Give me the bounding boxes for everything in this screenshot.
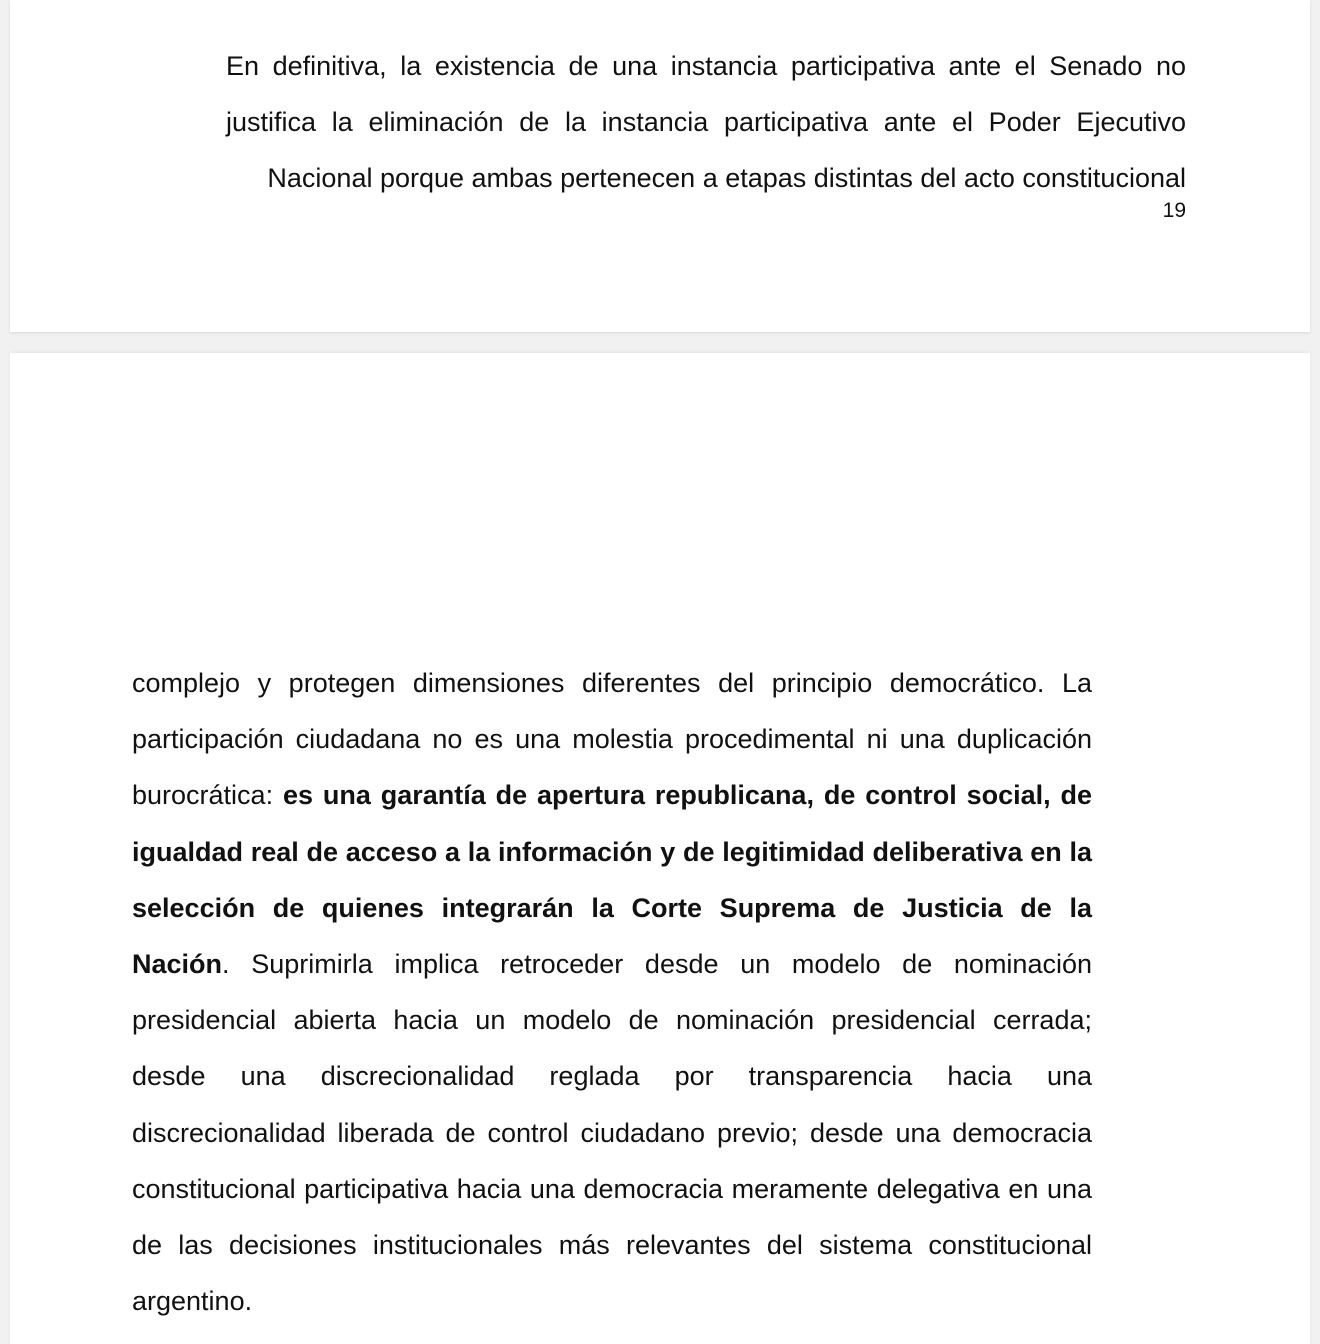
paragraph-text-bold: es una garantía de apertura republicana, de control social, de igualdad real de acceso a la información y de legitimidad deliberativa en la selección de quienes integrarán la Corte Suprema de Justicia de la Nación [132,780,1092,980]
paragraph-text-intro: complejo y protegen dimensiones diferentes del principio democrático. La participación ciudadana no es una molestia procedimental ni una duplicación burocrática: [132,668,1092,811]
document-page-19 [10,0,1310,332]
document-page-20 [10,353,1310,1344]
page-20-paragraph [132,655,1092,1329]
page-number: 19 [1162,199,1186,222]
page-19-paragraph: En definitiva, la existencia de una instancia participativa ante el Senado no justifica la eliminación de la instancia participativa ante el Poder Ejecutivo Nacional porque ambas pertenecen a etapas distintas del acto constitucional [226,51,1186,193]
paragraph-text-conclusion: . Suprimirla implica retroceder desde un modelo de nominación presidencial abierta hacia un modelo de nominación presidencial cerrada; desde una discrecionalidad reglada por transparencia hacia una discrecionalidad liberada de control ciudadano previo; desde una democracia constitucional participativa hacia una democracia meramente delegativa en una de las decisiones institucionales más relevantes del sistema constitucional argentino. [132,949,1092,1317]
